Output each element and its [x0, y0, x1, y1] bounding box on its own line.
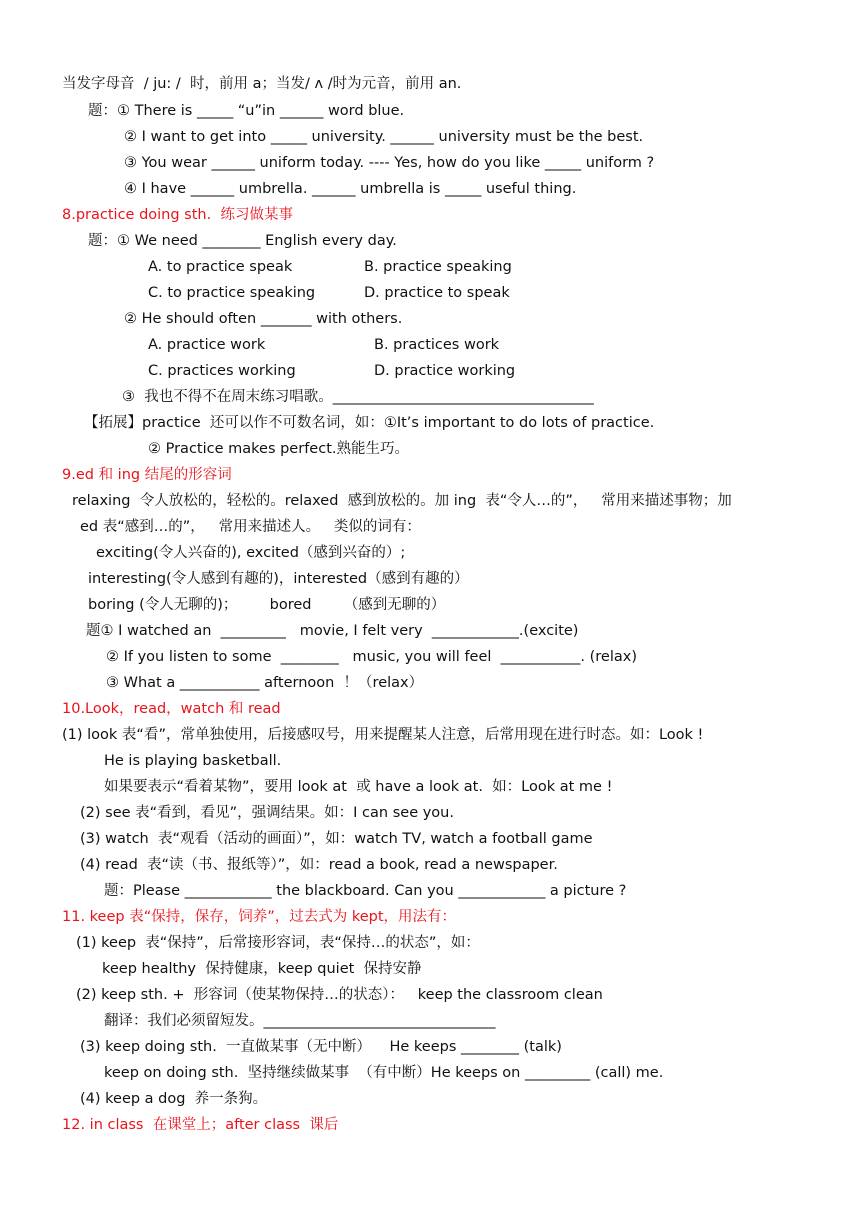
paragraph-line: He is playing basketball. [104, 753, 282, 769]
paragraph-line: (1) keep 表“保持”，后常接形容词，表“保持…的状态”，如： [76, 935, 480, 951]
paragraph-line: (4) read 表“读（书、报纸等）”，如：read a book, read a newspaper. [80, 857, 558, 873]
exercise-line: ② If you listen to some ________ music, you will feel ___________. (relax) [106, 649, 637, 665]
paragraph-line: (2) keep sth. + 形容词（使某物保持…的状态）： keep the classroom clean [76, 987, 603, 1003]
paragraph-line: 如果要表示“看着某物”，要用 look at 或 have a look at. 如：Look at me ! [104, 779, 613, 795]
option-c: C. practices working [148, 363, 296, 379]
exercise-line: ③ 我也不得不在周末练习唱歌。____________________________________ [122, 389, 594, 405]
paragraph-line: exciting(令人兴奋的), excited（感到兴奋的）; [96, 545, 406, 561]
paragraph-line: (3) watch 表“观看（活动的画面）”，如：watch TV, watch a football game [80, 831, 593, 847]
article-rule-line: 当发字母音 / ju: / 时，前用 a；当发/ ʌ /时为元音，前用 an. [62, 76, 462, 92]
exercise-line: 翻译：我们必须留短发。________________________________ [104, 1013, 496, 1029]
exercise-line: 题：① There is _____ “u”in ______ word blue. [88, 103, 405, 119]
exercise-line: 题：① We need ________ English every day. [88, 233, 397, 249]
paragraph-line: relaxing 令人放松的，轻松的。relaxed 感到放松的。加 ing 表“令人…的”， 常用来描述事物；加 [72, 493, 732, 509]
exercise-line: ③ What a ___________ afternoon ！（relax） [106, 675, 424, 691]
section-heading-9: 9.ed 和 ing 结尾的形容词 [62, 467, 232, 483]
paragraph-line: (3) keep doing sth. 一直做某事（无中断） He keeps ________ (talk) [80, 1039, 562, 1055]
option-d: D. practice working [374, 363, 516, 379]
option-c: C. to practice speaking [148, 285, 316, 301]
option-d: D. practice to speak [364, 285, 510, 301]
option-b: B. practices work [374, 337, 500, 353]
exercise-line: ② He should often _______ with others. [124, 311, 403, 327]
paragraph-line: (2) see 表“看到，看见”，强调结果。如：I can see you. [80, 805, 454, 821]
section-heading-12: 12. in class 在课堂上；after class 课后 [62, 1117, 339, 1133]
paragraph-line: interesting(令人感到有趣的)，interested（感到有趣的） [88, 571, 469, 587]
section-heading-11: 11. keep 表“保持，保存，饲养”，过去式为 kept，用法有： [62, 909, 457, 925]
extension-note: 【拓展】practice 还可以作不可数名词，如：①It’s important to do lots of practice. [84, 415, 655, 431]
section-heading-8: 8.practice doing sth. 练习做某事 [62, 207, 293, 223]
exercise-line: ② I want to get into _____ university. ______ university must be the best. [124, 129, 644, 145]
paragraph-line: (1) look 表“看”，常单独使用，后接感叹号，用来提醒某人注意，后常用现在进行时态。如：Look ! [62, 727, 704, 743]
paragraph-line: boring (令人无聊的)； bored （感到无聊的） [88, 597, 446, 613]
exercise-line: 题：Please ____________ the blackboard. Can you ____________ a picture ? [104, 883, 627, 899]
extension-note: ② Practice makes perfect.熟能生巧。 [148, 441, 409, 457]
section-heading-10: 10.Look，read，watch 和 read [62, 701, 281, 717]
exercise-line: 题① I watched an _________ movie, I felt very ____________.(excite) [86, 623, 579, 639]
paragraph-line: keep healthy 保持健康，keep quiet 保持安静 [102, 961, 422, 977]
paragraph-line: (4) keep a dog 养一条狗。 [80, 1091, 268, 1107]
exercise-line: ③ You wear ______ uniform today. ---- Yes, how do you like _____ uniform ? [124, 155, 655, 171]
option-a: A. practice work [148, 337, 266, 353]
paragraph-line: ed 表“感到…的”， 常用来描述人。 类似的词有： [80, 519, 421, 535]
paragraph-line: keep on doing sth. 坚持继续做某事 （有中断）He keeps on _________ (call) me. [104, 1065, 664, 1081]
option-b: B. practice speaking [364, 259, 512, 275]
option-a: A. to practice speak [148, 259, 293, 275]
exercise-line: ④ I have ______ umbrella. ______ umbrella is _____ useful thing. [124, 181, 577, 197]
